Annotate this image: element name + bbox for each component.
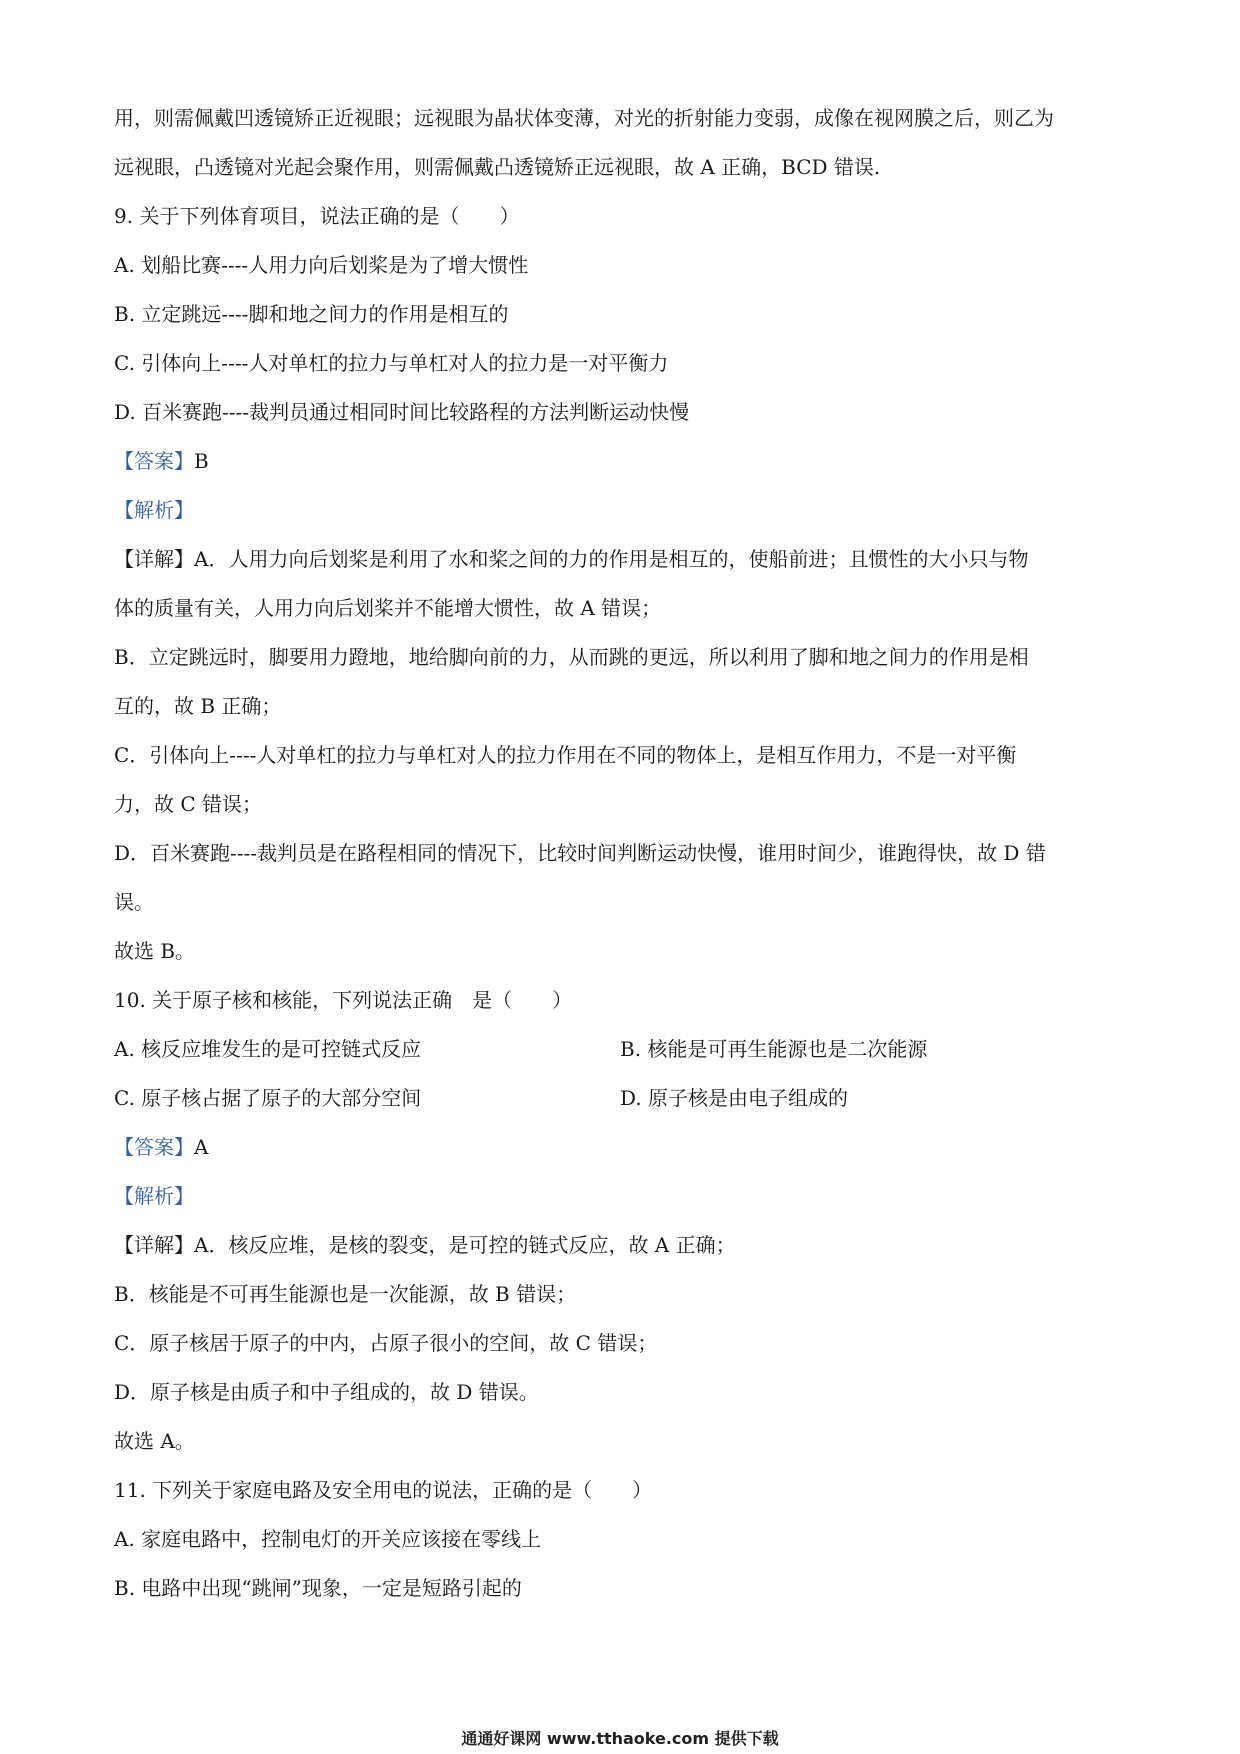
q10-detail-line: D．原子核是由质子和中子组成的，故 D 错误。 bbox=[114, 1380, 539, 1404]
q9-conclusion: 故选 B。 bbox=[114, 939, 196, 963]
q9-detail-line: 体的质量有关，人用力向后划桨并不能增大惯性，故 A 错误； bbox=[114, 596, 662, 620]
q9-stem: 9. 关于下列体育项目，说法正确的是（ ） bbox=[114, 204, 520, 228]
q9-detail-line: B．立定跳远时，脚要用力蹬地，地给脚向前的力，从而跳的更远，所以利用了脚和地之间力的作用是相 bbox=[114, 645, 1029, 669]
q10-detail-line bbox=[114, 1231, 736, 1259]
q9-answer bbox=[114, 447, 209, 475]
detail-tag: 【详解】 bbox=[114, 547, 194, 571]
q9-option-c: C. 引体向上----人对单杠的拉力与单杠对人的拉力是一对平衡力 bbox=[114, 351, 669, 375]
q9-option-b: B. 立定跳远----脚和地之间力的作用是相互的 bbox=[114, 302, 509, 326]
q9-detail-line: 互的，故 B 正确； bbox=[114, 694, 282, 718]
q11-option-a: A. 家庭电路中，控制电灯的开关应该接在零线上 bbox=[114, 1527, 542, 1551]
answer-value: A bbox=[194, 1135, 209, 1159]
q10-detail-line: C．原子核居于原子的中内，占原子很小的空间，故 C 错误； bbox=[114, 1331, 658, 1355]
page-footer: 通通好课网 www.tthaoke.com 提供下载 bbox=[461, 1729, 779, 1748]
q10-detail-line: B．核能是不可再生能源也是一次能源，故 B 错误； bbox=[114, 1282, 577, 1306]
q10-conclusion: 故选 A。 bbox=[114, 1429, 195, 1453]
q9-detail-line: D．百米赛跑----裁判员是在路程相同的情况下，比较时间判断运动快慢，谁用时间少，谁跑得快，故 D 错 bbox=[114, 841, 1046, 865]
q11-stem: 11. 下列关于家庭电路及安全用电的说法，正确的是（ ） bbox=[114, 1478, 653, 1502]
detail-text: A．核反应堆，是核的裂变，是可控的链式反应，故 A 正确； bbox=[194, 1233, 736, 1257]
q10-option-b: B. 核能是可再生能源也是二次能源 bbox=[620, 1037, 928, 1061]
answer-value: B bbox=[194, 449, 209, 473]
q11-option-b: B. 电路中出现“跳闸”现象，一定是短路引起的 bbox=[114, 1576, 522, 1600]
q10-stem: 10. 关于原子核和核能，下列说法正确 是（ ） bbox=[114, 988, 573, 1012]
q10-option-c: C. 原子核占据了原子的大部分空间 bbox=[114, 1086, 422, 1110]
q10-answer bbox=[114, 1133, 208, 1161]
q9-option-d: D. 百米赛跑----裁判员通过相同时间比较路程的方法判断运动快慢 bbox=[114, 400, 690, 424]
q10-option-a: A. 核反应堆发生的是可控链式反应 bbox=[114, 1037, 422, 1061]
answer-tag: 【答案】 bbox=[114, 449, 194, 473]
q9-analysis-tag: 【解析】 bbox=[114, 498, 194, 522]
detail-tag: 【详解】 bbox=[114, 1233, 194, 1257]
q9-detail-line: C．引体向上----人对单杠的拉力与单杠对人的拉力作用在不同的物体上，是相互作用力，不是一对平衡 bbox=[114, 743, 1017, 767]
q9-detail-line: 误。 bbox=[114, 890, 154, 914]
detail-text: A．人用力向后划桨是利用了水和桨之间的力的作用是相互的，使船前进；且惯性的大小只与物 bbox=[194, 547, 1029, 571]
q9-detail-line: 力，故 C 错误； bbox=[114, 792, 263, 816]
q10-analysis-tag: 【解析】 bbox=[114, 1184, 194, 1208]
q10-option-d: D. 原子核是由电子组成的 bbox=[620, 1086, 849, 1110]
intro-line-1: 用，则需佩戴凹透镜矫正近视眼；远视眼为晶状体变薄，对光的折射能力变弱，成像在视网膜之后，则乙为 bbox=[114, 106, 1054, 130]
answer-tag: 【答案】 bbox=[114, 1135, 194, 1159]
q9-option-a: A. 划船比赛----人用力向后划桨是为了增大惯性 bbox=[114, 253, 529, 277]
q9-detail-line bbox=[114, 545, 1028, 573]
intro-line-2: 远视眼，凸透镜对光起会聚作用，则需佩戴凸透镜矫正远视眼，故 A 正确，BCD 错误. bbox=[114, 155, 881, 179]
